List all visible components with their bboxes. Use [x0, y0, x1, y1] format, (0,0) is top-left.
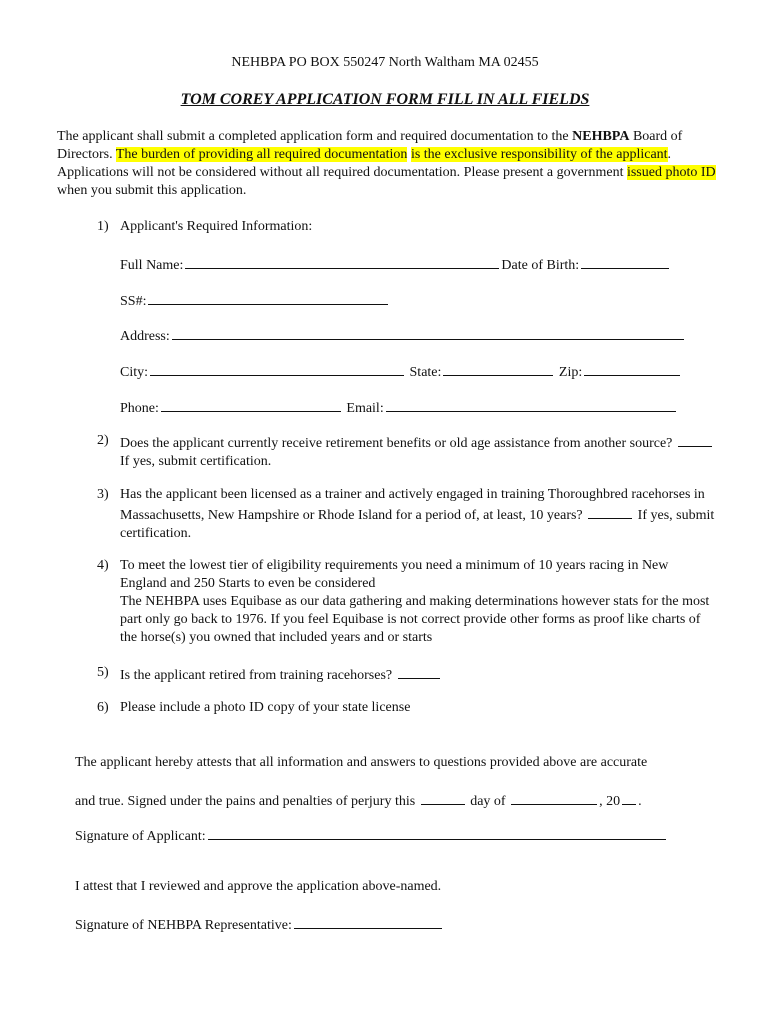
- question-3-note: If yes, submit certification.: [120, 508, 715, 541]
- question-4-number: 4): [97, 558, 109, 573]
- address-field[interactable]: [172, 325, 684, 340]
- intro-highlight-2: is the exclusive responsibility of the applicant: [410, 147, 668, 162]
- question-6-text: Please include a photo ID copy of your state license: [120, 700, 411, 715]
- representative-signature-row: [75, 914, 444, 935]
- intro-highlight-3: issued photo ID: [626, 165, 716, 180]
- form-title: TOM COREY APPLICATION FORM FILL IN ALL FIELDS: [180, 91, 590, 108]
- question-3-answer-field[interactable]: [588, 504, 632, 519]
- question-2: [97, 432, 717, 471]
- applicant-signature-field[interactable]: [208, 825, 666, 840]
- question-2-prompt: Does the applicant currently receive retirement benefits or old age assistance from another source?: [120, 436, 673, 451]
- ssn-label: SS#:: [120, 294, 147, 309]
- question-4-text: [120, 557, 717, 647]
- question-2-text: [120, 432, 717, 471]
- question-2-number: 2): [97, 433, 109, 448]
- question-2-answer-field[interactable]: [678, 432, 712, 447]
- attestation-period: .: [638, 794, 642, 809]
- intro-org-name: NEHBPA: [572, 129, 630, 144]
- question-1-number: 1): [97, 219, 109, 234]
- intro-text-4: . Applications will not be considered without all required documentation. Please present a government: [57, 147, 672, 180]
- question-5: [97, 664, 717, 685]
- question-3-text: [120, 486, 717, 543]
- zip-label: Zip:: [558, 365, 583, 380]
- intro-text-5: when you submit this application.: [57, 183, 247, 198]
- city-field[interactable]: [150, 361, 404, 376]
- question-4-equibase-note: The NEHBPA uses Equibase as our data gathering and making determinations however stats for the most part only go back to 1976. If you feel Equibase is not correct provide other forms as proof like charts of the horse(s) you owned that included years and or starts: [120, 594, 710, 645]
- question-2-note: If yes, submit certification.: [120, 454, 272, 469]
- signed-day-field[interactable]: [421, 790, 465, 805]
- attestation-line-1: The applicant hereby attests that all information and answers to questions provided above are accurate: [75, 755, 648, 770]
- question-5-text: [120, 664, 717, 685]
- question-3-prompt: Has the applicant been licensed as a trainer and actively engaged in training Thoroughbred racehorses in Massachusetts, New Hampshire or Rhode Island for a period of, at least, 10 years?: [120, 487, 705, 523]
- representative-review-statement: I attest that I reviewed and approve the application above-named.: [75, 879, 442, 894]
- representative-signature-label: Signature of NEHBPA Representative:: [75, 918, 292, 933]
- address-row: [120, 325, 686, 346]
- state-field[interactable]: [443, 361, 553, 376]
- city-label: City:: [120, 365, 149, 380]
- applicant-signature-row: [75, 825, 668, 846]
- full-name-field[interactable]: [185, 254, 499, 269]
- intro-text-1: The applicant shall submit a completed application form and required documentation to the: [57, 129, 573, 144]
- question-6-number: 6): [97, 700, 109, 715]
- question-4-requirement: To meet the lowest tier of eligibility requirements you need a minimum of 10 years racing in New England and 250 Starts to even be considered: [120, 558, 669, 591]
- email-label: Email:: [346, 401, 384, 416]
- question-3: [97, 486, 717, 543]
- question-1-text: Applicant's Required Information:: [120, 219, 313, 234]
- attestation-line-2: [75, 790, 642, 811]
- question-1: [97, 218, 717, 236]
- ssn-row: [120, 290, 390, 311]
- signed-year-field[interactable]: [622, 790, 636, 805]
- attestation-year-prefix: , 20: [599, 794, 621, 809]
- question-3-number: 3): [97, 487, 109, 502]
- question-5-number: 5): [97, 665, 109, 680]
- question-6: [97, 699, 717, 717]
- question-5-answer-field[interactable]: [398, 664, 440, 679]
- city-state-zip-row: [120, 361, 682, 382]
- ssn-field[interactable]: [148, 290, 388, 305]
- form-header-address: NEHBPA PO BOX 550247 North Waltham MA 02455: [231, 55, 539, 70]
- phone-label: Phone:: [120, 401, 159, 416]
- attestation-perjury-text: and true. Signed under the pains and penalties of perjury this: [75, 794, 416, 809]
- state-label: State:: [409, 365, 442, 380]
- full-name-label: Full Name:: [120, 258, 184, 273]
- signed-month-field[interactable]: [511, 790, 597, 805]
- zip-field[interactable]: [584, 361, 680, 376]
- dob-field[interactable]: [581, 254, 669, 269]
- applicant-signature-label: Signature of Applicant:: [75, 829, 206, 844]
- address-label: Address:: [120, 329, 170, 344]
- dob-label: Date of Birth:: [501, 258, 580, 273]
- email-field[interactable]: [386, 397, 676, 412]
- phone-email-row: [120, 397, 678, 418]
- representative-signature-field[interactable]: [294, 914, 442, 929]
- question-5-prompt: Is the applicant retired from training racehorses?: [120, 668, 393, 683]
- intro-highlight-1: The burden of providing all required documentation: [115, 147, 408, 162]
- phone-field[interactable]: [161, 397, 341, 412]
- attestation-day-of: day of: [470, 794, 506, 809]
- full-name-row: [120, 254, 671, 275]
- intro-paragraph: [57, 128, 717, 200]
- intro-text-2: Board of Directors.: [57, 129, 683, 162]
- question-4: [97, 557, 717, 647]
